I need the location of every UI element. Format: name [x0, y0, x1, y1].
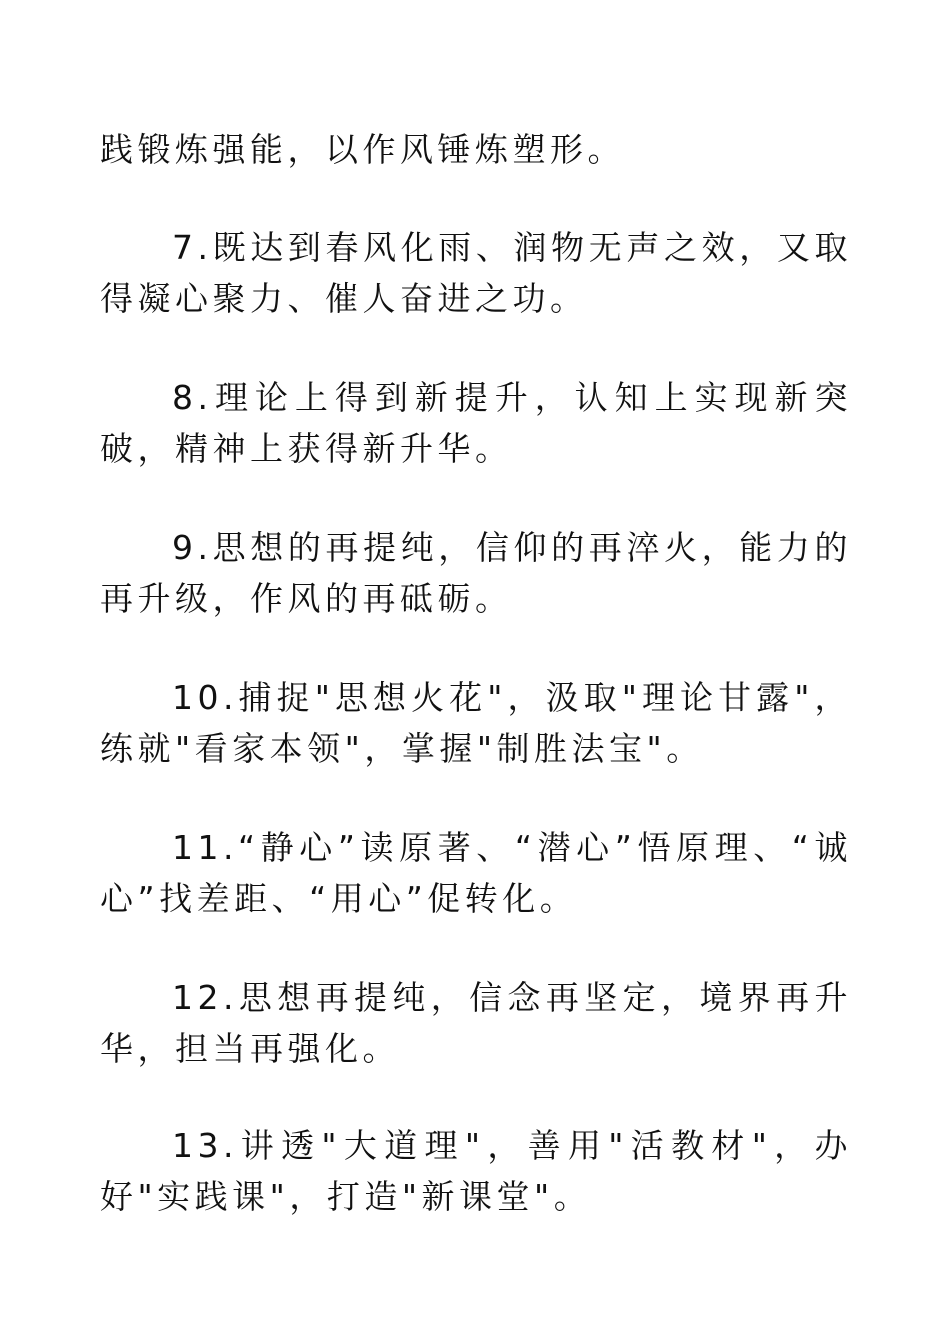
paragraph-item-8: 8.理论上得到新提升，认知上实现新突破，精神上获得新升华。: [100, 378, 852, 468]
paragraph-item-10: 10.捕捉"思想火花"，汲取"理论甘露"，练就"看家本领"，掌握"制胜法宝"。: [100, 678, 852, 768]
paragraph-item-11: 11.“静心”读原著、“潜心”悟原理、“诚心”找差距、“用心”促转化。: [100, 828, 852, 918]
paragraph-item-12: 12.思想再提纯，信念再坚定，境界再升华，担当再强化。: [100, 978, 852, 1068]
paragraph-item-13: 13.讲透"大道理"，善用"活教材"，办好"实践课"，打造"新课堂"。: [100, 1126, 852, 1216]
paragraph-item-9: 9.思想的再提纯，信仰的再淬火，能力的再升级，作风的再砥砺。: [100, 528, 852, 618]
paragraph-continuation: 践锻炼强能，以作风锤炼塑形。: [100, 130, 625, 169]
paragraph-item-7: 7.既达到春风化雨、润物无声之效，又取得凝心聚力、催人奋进之功。: [100, 228, 852, 318]
